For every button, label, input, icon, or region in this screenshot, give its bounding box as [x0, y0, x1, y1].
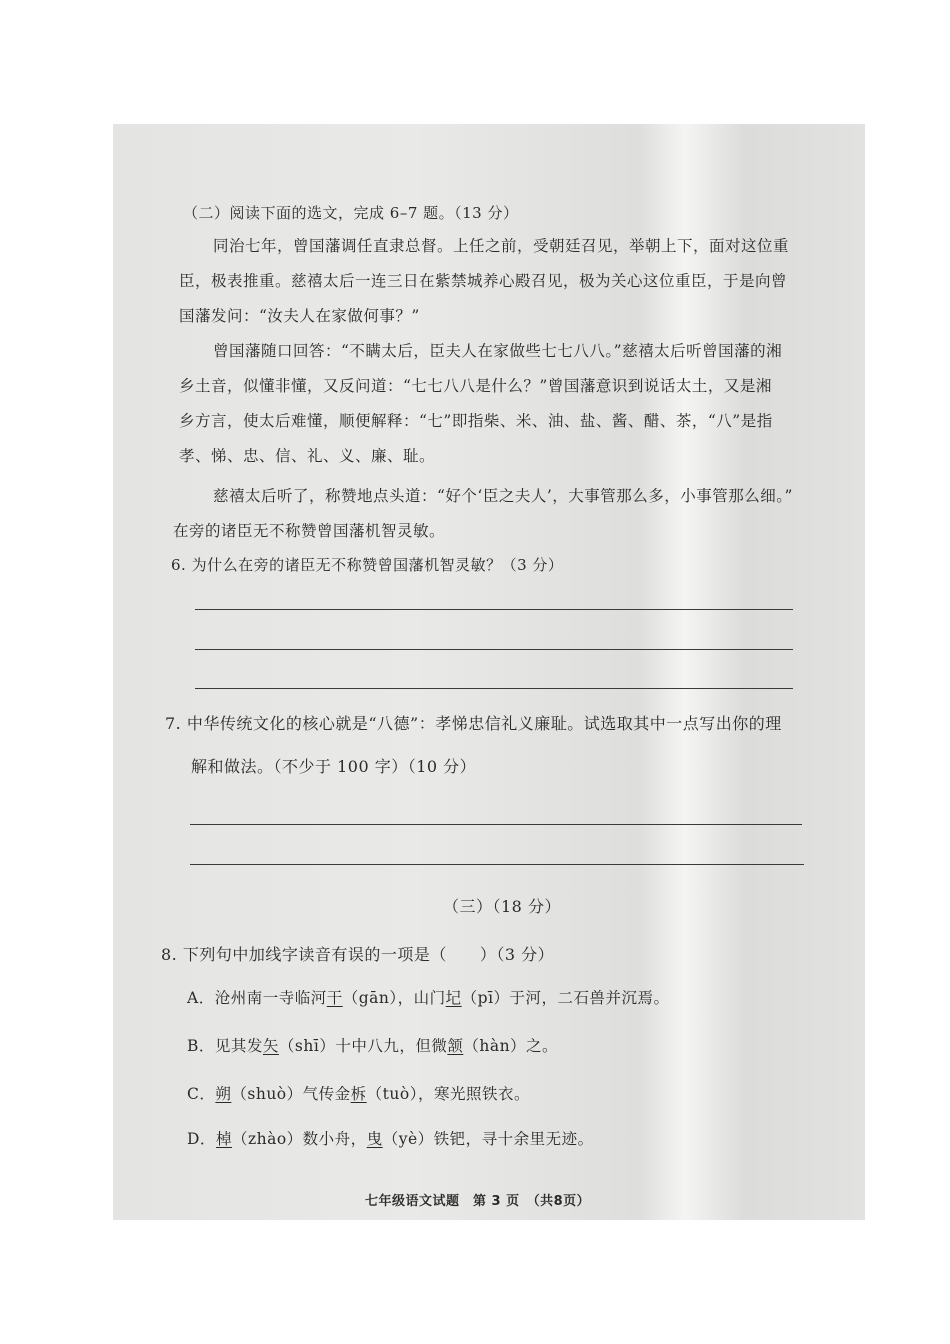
section-3-heading: （三）（18 分） [443, 897, 561, 916]
question-7: 7. 中华传统文化的核心就是“八德”：孝悌忠信礼义廉耻。试选取其中一点写出你的理 [165, 714, 782, 733]
exam-page [113, 124, 865, 1220]
page-footer: 七年级语文试题 第 3 页 （共8页） [365, 1194, 591, 1209]
passage-line: 在旁的诸臣无不称赞曾国藩机智灵敏。 [173, 522, 446, 540]
answer-line [190, 864, 804, 865]
question-7-continued: 解和做法。（不少于 100 字）（10 分） [191, 757, 477, 776]
passage-line: 同治七年，曾国藩调任直隶总督。上任之前，受朝廷召见，举朝上下，面对这位重 [213, 237, 790, 255]
passage-line: 臣，极表推重。慈禧太后一连三日在紫禁城养心殿召见，极为关心这位重臣，于是向曾 [179, 272, 788, 290]
question-8: 8. 下列句中加线字读音有误的一项是（ ）（3 分） [161, 945, 555, 964]
answer-line [195, 688, 793, 689]
answer-line [195, 609, 793, 610]
option-b: B．见其发矢（shī）十中八九，但微颔（hàn）之。 [187, 1037, 559, 1055]
option-c: C．朔（shuò）气传金柝（tuò），寒光照铁衣。 [187, 1085, 530, 1103]
answer-line [195, 649, 793, 650]
option-a: A．沧州南一寺临河干（gān），山门圮（pī）于河，二石兽并沉焉。 [187, 989, 670, 1007]
passage-line: 乡方言，使太后难懂，顺便解释：“七”即指柴、米、油、盐、酱、醋、茶，“八”是指 [179, 412, 773, 430]
question-6: 6. 为什么在旁的诸臣无不称赞曾国藩机智灵敏？（3 分） [171, 556, 564, 574]
section-2-heading: （二）阅读下面的选文，完成 6–7 题。（13 分） [183, 204, 519, 222]
passage-line: 孝、悌、忠、信、礼、义、廉、耻。 [179, 447, 436, 465]
passage-line: 乡土音，似懂非懂，又反问道：“七七八八是什么？”曾国藩意识到说话太土，又是湘 [179, 377, 772, 395]
option-d: D．棹（zhào）数小舟，曳（yè）铁钯，寻十余里无迹。 [187, 1130, 594, 1148]
passage-line: 国藩发问：“汝夫人在家做何事？” [179, 307, 420, 325]
passage-line: 慈禧太后听了，称赞地点头道：“好个‘臣之夫人’，大事管那么多，小事管那么细。” [213, 487, 793, 505]
answer-line [190, 824, 802, 825]
passage-line: 曾国藩随口回答：“不瞒太后，臣夫人在家做些七七八八。”慈禧太后听曾国藩的湘 [213, 342, 783, 360]
